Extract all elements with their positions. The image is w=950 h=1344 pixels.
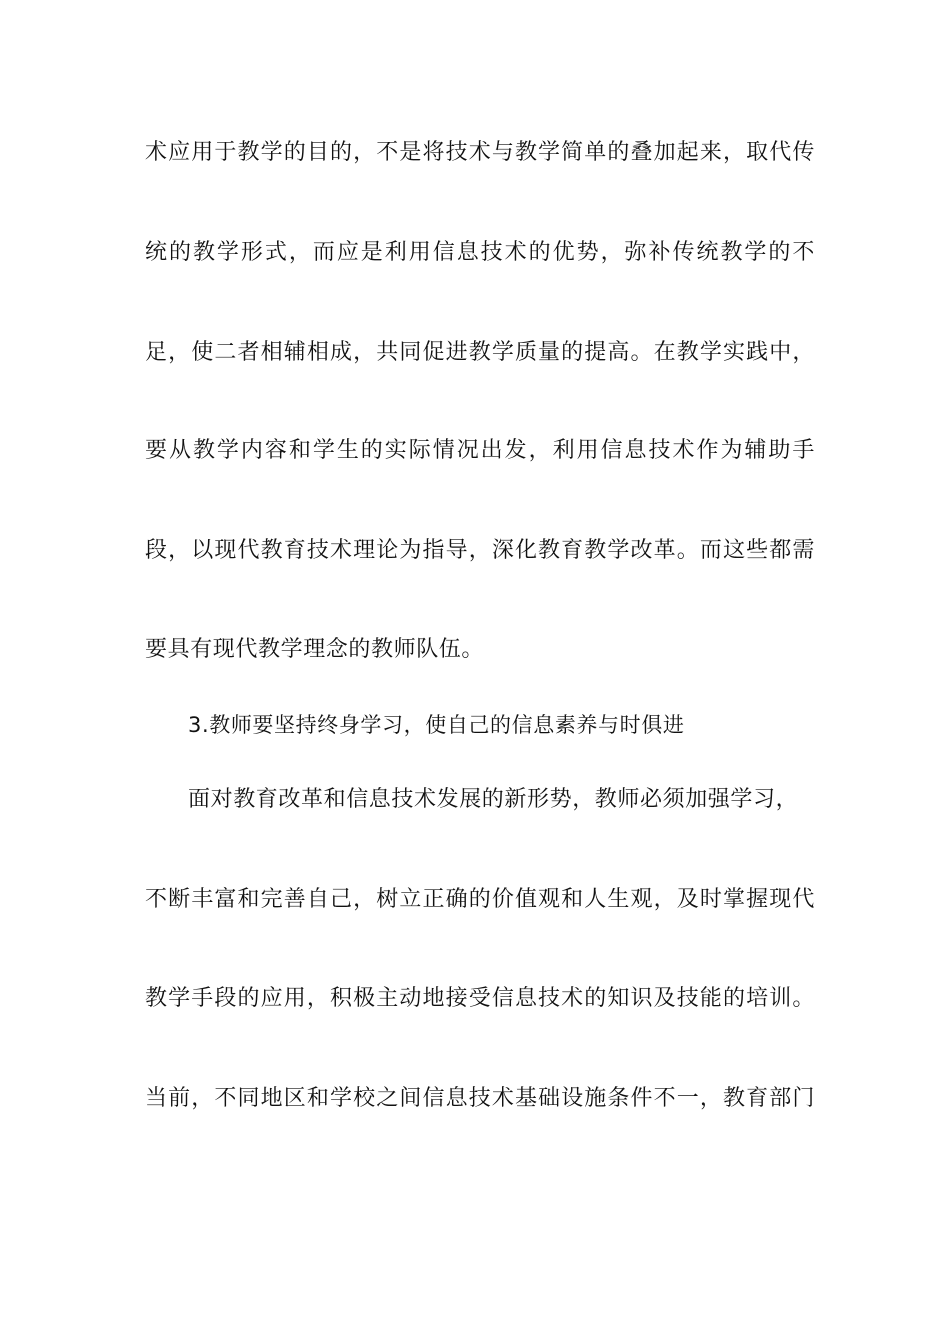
paragraph-line: 段，以现代教育技术理论为指导，深化教育教学改革。而这些都需 [145,538,815,563]
paragraph-line: 统的教学形式，而应是利用信息技术的优势，弥补传统教学的不 [145,240,815,265]
paragraph-line: 面对教育改革和信息技术发展的新形势，教师必须加强学习， [188,787,799,812]
paragraph-line: 术应用于教学的目的，不是将技术与教学简单的叠加起来，取代传 [145,140,815,165]
paragraph-line: 当前，不同地区和学校之间信息技术基础设施条件不一，教育部门 [145,1086,815,1111]
paragraph-line: 要具有现代教学理念的教师队伍。 [145,637,485,662]
paragraph-line: 不断丰富和完善自己，树立正确的价值观和人生观，及时掌握现代 [145,887,815,912]
paragraph-line: 足，使二者相辅相成，共同促进教学质量的提高。在教学实践中， [145,340,815,365]
paragraph-line: 要从教学内容和学生的实际情况出发，利用信息技术作为辅助手 [145,438,815,463]
section-heading: 3.教师要坚持终身学习，使自己的信息素养与时俱进 [188,713,685,737]
paragraph-line: 教学手段的应用，积极主动地接受信息技术的知识及技能的培训。 [145,986,815,1011]
